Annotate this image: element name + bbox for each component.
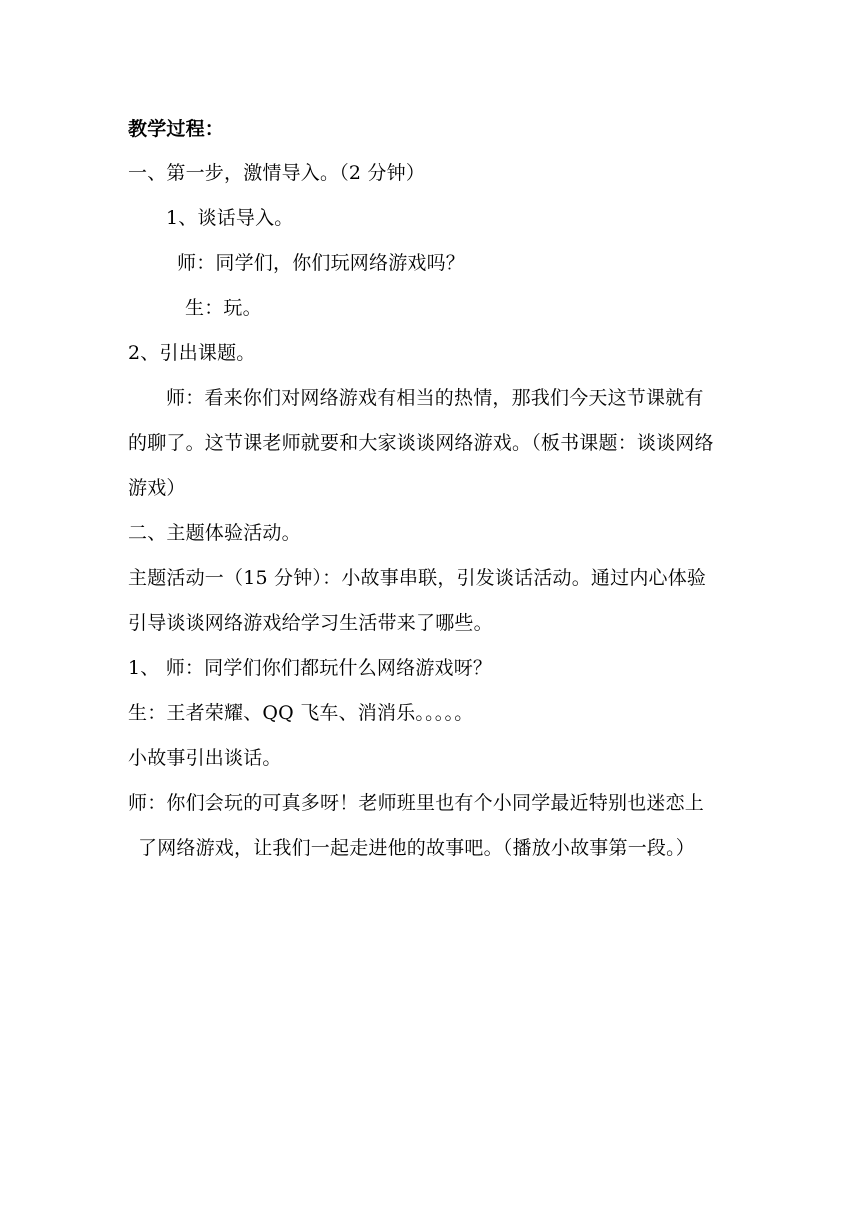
activity-one-line-2: 引导谈谈网络游戏给学习生活带来了哪些。 [128,612,493,634]
story-lead-line: 小故事引出谈话。 [128,747,282,769]
question-line: 1、 师：同学们你们都玩什么网络游戏呀？ [128,657,493,679]
step-one-title: 一、第一步，激情导入。（2 分钟） [128,162,426,184]
teacher-line: 师：同学们，你们玩网络游戏吗？ [177,252,466,274]
teacher-paragraph-line-3: 游戏） [128,477,186,499]
sub-step-talk-intro: 1、谈话导入。 [166,207,294,229]
activity-one-line-1: 主题活动一（15 分钟）：小故事串联，引发谈话活动。通过内心体验 [128,567,707,589]
teacher-story-line-1: 师：你们会玩的可真多呀！老师班里也有个小同学最近特别也迷恋上 [128,792,705,814]
teacher-paragraph-line-2: 的聊了。这节课老师就要和大家谈谈网络游戏。（板书课题：谈谈网络 [128,432,714,454]
student-line: 生：玩。 [185,297,262,319]
sub-step-lead-topic: 2、引出课题。 [128,342,256,364]
teacher-paragraph-line-1: 师：看来你们对网络游戏有相当的热情，那我们今天这节课就有 [166,387,704,409]
section-heading: 教学过程： [128,118,225,140]
teacher-story-line-2: 了网络游戏，让我们一起走进他的故事吧。（播放小故事第一段。） [138,837,696,859]
step-two-title: 二、主题体验活动。 [128,522,301,544]
student-answer-line: 生：王者荣耀、QQ 飞车、消消乐。。。。。 [128,702,474,724]
